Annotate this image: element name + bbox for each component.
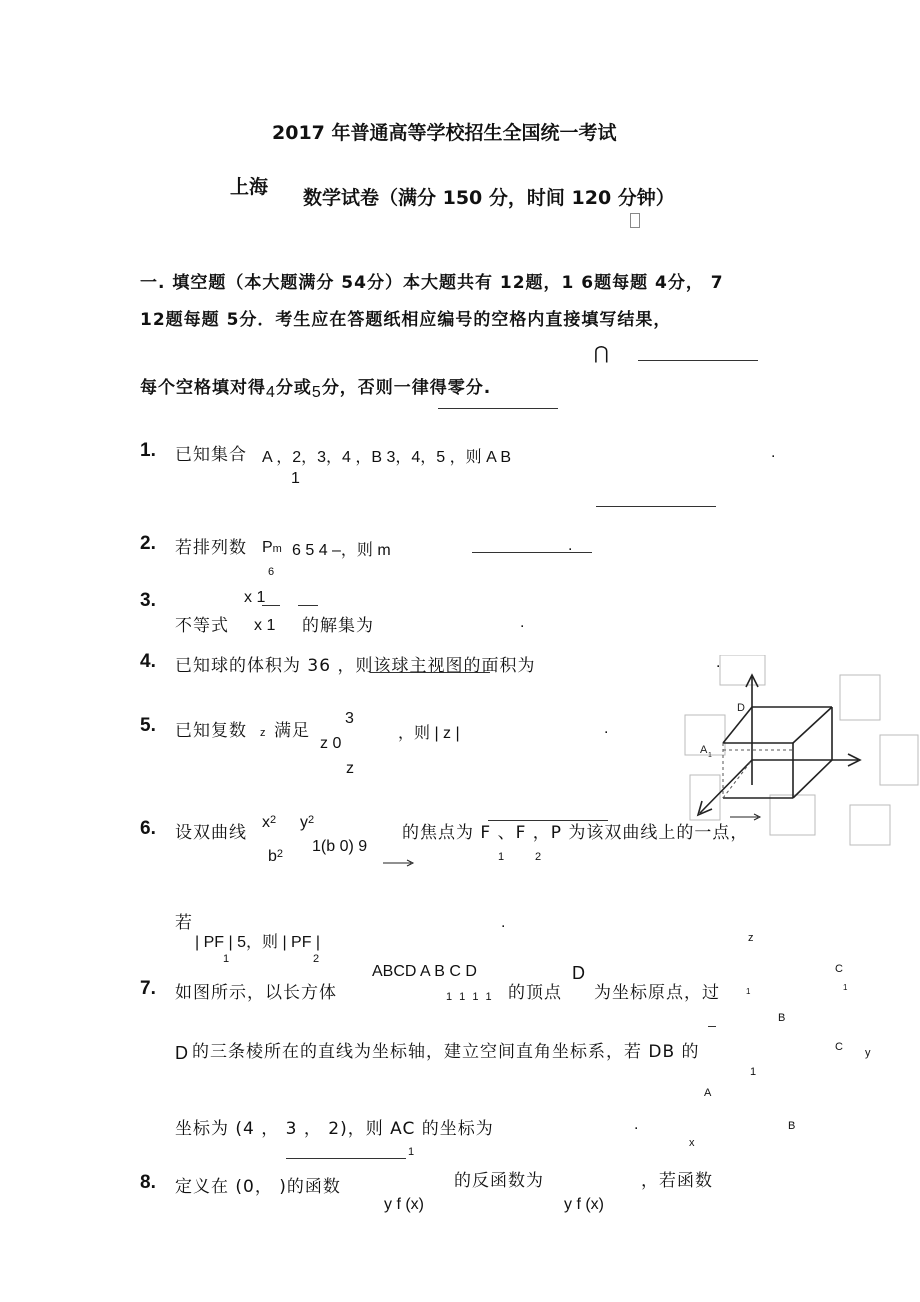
stray-box: [630, 213, 640, 228]
side-label-1: 1: [746, 987, 751, 996]
q7-text: 如图所示，以长方体: [175, 983, 337, 1003]
side-label-z: z: [748, 932, 754, 944]
q1-end: .: [771, 444, 776, 461]
side-label-y: y: [865, 1047, 871, 1059]
cap-symbol: ⋂: [594, 343, 609, 364]
q2-expr: Pm: [262, 539, 282, 556]
q5-text: 已知复数: [175, 721, 247, 741]
side-label-x: x: [689, 1137, 695, 1149]
q6-line2: 若: [175, 913, 193, 933]
label-A1: A: [700, 744, 708, 756]
q5-mid: z 0: [320, 735, 342, 752]
label-A1-sub: 1: [708, 752, 712, 759]
section1-line3: 每个空格填对得4分或5分，否则一律得零分.: [140, 378, 492, 401]
q4-end: .: [716, 654, 721, 671]
q6-pf2-sub: 2: [313, 953, 320, 965]
q8-number: 8.: [140, 1172, 156, 1193]
q7-end: .: [634, 1116, 639, 1133]
side-label-A: A: [704, 1087, 712, 1099]
vector-arrow: [383, 858, 415, 868]
q1-sub: 1: [291, 470, 300, 487]
q6-f2: 2: [535, 851, 542, 863]
q6-number: 6.: [140, 818, 156, 839]
label-D: D: [737, 702, 745, 714]
q7-box-sub: 1 1 1 1: [446, 991, 494, 1003]
q5-bot: z: [346, 760, 354, 777]
q6-eq: 1(b 0) 9: [312, 838, 368, 855]
q7-overbar: [708, 1026, 716, 1027]
side-label-B1: B: [778, 1012, 786, 1024]
answer-blank: [638, 360, 758, 361]
q7-line2-D: D: [175, 1043, 188, 1063]
q3-text: 不等式: [175, 616, 229, 636]
q1-text: 已知集合: [175, 445, 247, 465]
q6-overline: [488, 820, 608, 821]
q6-y2: $y^2$: [300, 814, 315, 831]
q7-line3: 坐标为 (4 ， 3 ， 2)，则 AC 的坐标为: [175, 1119, 494, 1139]
q2-text: 若排列数: [175, 538, 247, 558]
q3-tail: 的解集为: [302, 616, 374, 636]
q8-func2: y f (x): [564, 1196, 604, 1213]
q1-number: 1.: [140, 440, 156, 461]
q3-end: .: [520, 614, 525, 631]
q3-fraction-bar2: [298, 605, 318, 606]
region-label: 上海: [230, 176, 269, 198]
q2-blank: [472, 552, 592, 553]
q1-expr: A ，2，3，4 ，B 3，4，5 ，则 A B: [262, 449, 511, 466]
q7-tail2: 为坐标原点，过: [594, 983, 720, 1003]
side-label-B: B: [788, 1120, 796, 1132]
side-label-C1: C: [835, 963, 843, 975]
vector-arrow-2: [730, 812, 762, 822]
q6-b2: $b^2$: [268, 848, 284, 865]
q2-sub: 6: [268, 566, 275, 578]
exam-title: 2017 年普通高等学校招生全国统一考试: [272, 122, 617, 144]
q2-expr2: 6 5 4 –，则 m: [292, 542, 391, 559]
q5-text2: 满足: [274, 721, 310, 741]
q5-tail: ，则 | z |: [398, 725, 460, 742]
q6-f1: 1: [498, 851, 505, 863]
q7-tail: 的顶点: [508, 983, 562, 1003]
q8-tail: 的反函数为: [454, 1171, 544, 1191]
q6-tail: 的焦点为 F 、F ，P 为该双曲线上的一点，: [402, 823, 749, 843]
q7-line2: 的三条棱所在的直线为坐标轴，建立空间直角坐标系，若 DB 的: [192, 1042, 700, 1062]
rule: [438, 408, 558, 409]
q1-blank: [596, 506, 716, 507]
q3-numerator: x 1: [244, 589, 266, 606]
q5-end: .: [604, 720, 609, 737]
q5-z: z: [260, 727, 266, 739]
q3-number: 3.: [140, 590, 156, 611]
q7-number: 7.: [140, 978, 156, 999]
q7-blank: [286, 1158, 406, 1159]
section1-line1: 一. 填空题（本大题满分 54分）本大题共有 12题，1 6题每题 4分， 7: [140, 273, 724, 293]
side-label-1b: 1: [750, 1066, 757, 1078]
q5-number: 5.: [140, 715, 156, 736]
q6-x2: $x^2$: [262, 814, 277, 831]
q4-text: 已知球的体积为 36 ，则该球主视图的面积为: [175, 656, 536, 676]
q4-number: 4.: [140, 651, 156, 672]
side-label-C: C: [835, 1041, 843, 1053]
q2-number: 2.: [140, 533, 156, 554]
section1-line2: 12题每题 5分．考生应在答题纸相应编号的空格内直接填写结果，: [140, 310, 672, 330]
q7-box: ABCD A B C D: [372, 963, 477, 980]
q8-func1: y f (x): [384, 1196, 424, 1213]
q7-line3-sub: 1: [408, 1146, 415, 1158]
q5-top: 3: [345, 710, 354, 727]
side-label-C1-sub: 1: [843, 983, 848, 992]
exam-subtitle: 数学试卷（满分 150 分，时间 120 分钟）: [303, 187, 675, 209]
q3-fraction-bar: [262, 605, 280, 606]
q6-pf: | PF | 5，则 | PF |: [195, 934, 321, 951]
q4-underline: [370, 672, 490, 673]
q2-end: .: [568, 537, 573, 554]
q6-text: 设双曲线: [175, 823, 247, 843]
q6-pf1-sub: 1: [223, 953, 230, 965]
q6-end: .: [501, 914, 506, 931]
q8-tail2: ，若函数: [641, 1171, 713, 1191]
q8-text: 定义在 (0， )的函数: [175, 1177, 341, 1197]
q3-denominator: x 1: [254, 617, 276, 634]
q7-D: D: [572, 963, 585, 983]
